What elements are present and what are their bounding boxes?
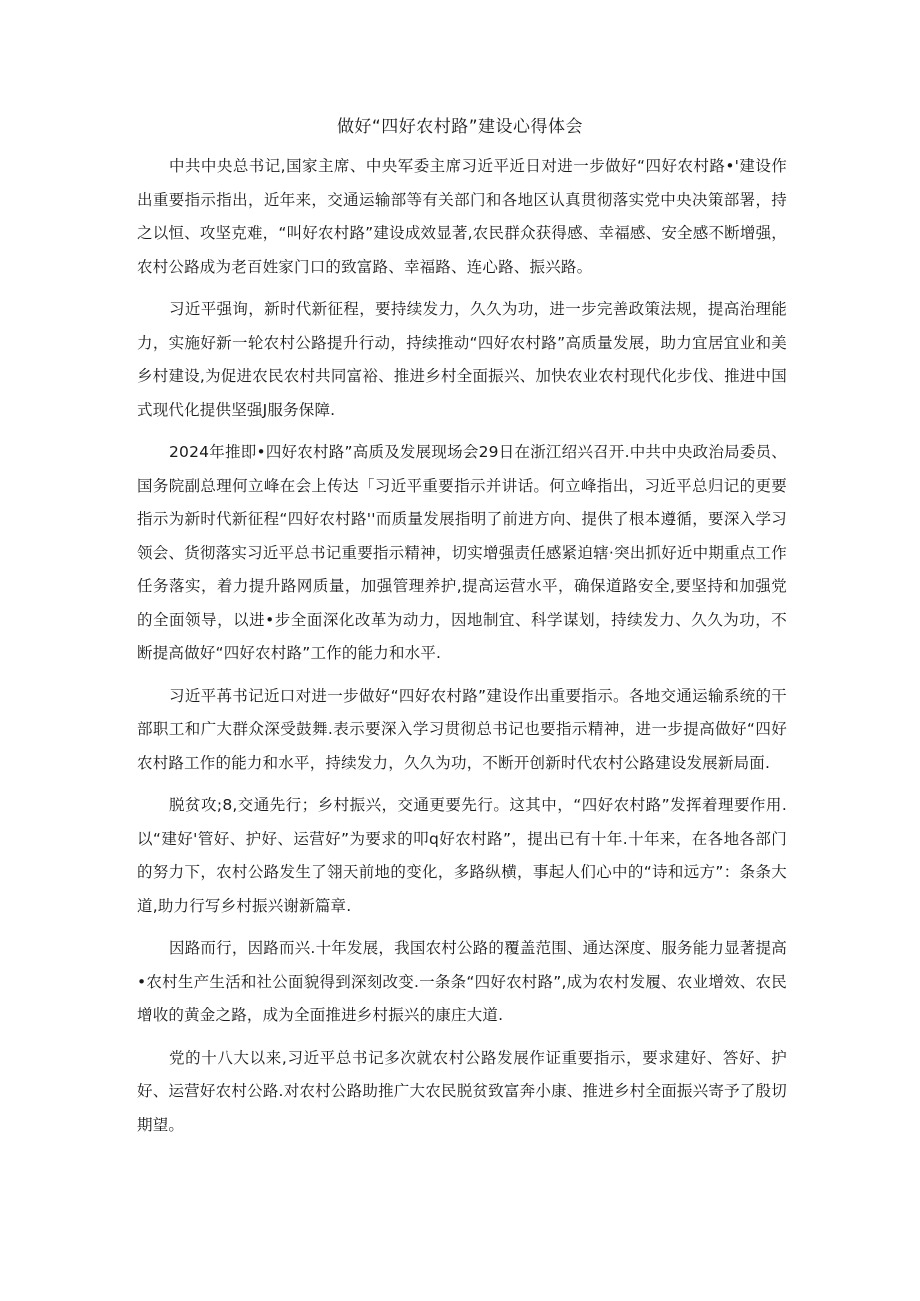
paragraph-7: 党的十八大以来,习近平总书记多次就农村公路发展作证重要指示，要求建好、答好、护好、运营好农村公路.对农村公路助推广大农民脱贫致富奔小康、推进乡村全面振兴寄予了殷切期望。 — [137, 1048, 787, 1134]
paragraph-2: 习近平强询，新时代新征程，要持续发力，久久为功，进一步完善政策法规，提高治理能力，实施好新一轮农村公路提升行动，持续推动“四好农村路”高质量发展，助力宜居宜业和美乡村建设,为促进农民农村共同富裕、推进乡村全面振兴、加快农业农村现代化步伐、推进中国式现代化提供坚强J服务保障. — [137, 300, 787, 419]
document-body — [137, 150, 787, 1151]
paragraph-3: 2024年推即•四好农村路”高质及发展现场会29日在浙江绍兴召开.中共中央政治局委员、国务院副总理何立峰在会上传达「习近平重要指示并讲话。何立峰指出，习近平总归记的更要指示为新时代新征程“四好农村路''而质量发展指明了前进方向、提供了根本遵循，要深入学习领会、货彻落实习近平总书记重要指示精神，切实增强责任感紧迫辖·突出抓好近中期重点工作任务落实，着力提升路网质量，加强管理养护,提高运营水平，确保道路安全,要坚持和加强党的全面领导，以进•步全面深化改革为动力，因地制宜、科学谋划，持续发力、久久为功，不断提高做好“四好农村路”工作的能力和水平. — [137, 443, 787, 662]
paragraph-1: 中共中央总书记,国家主席、中央军委主席习近平近日对进一步做好“四好农村路•'建设作出重要指示指出，近年来，交通运输部等有关部门和各地区认真贯彻落实党中央决策部署，持之以恒、攻坚克难，“叫好农村路”建设成效显著,农民群众获得感、幸福感、安全感不断增强，农村公路成为老百姓家门口的致富路、幸福路、连心路、振兴路。 — [137, 157, 787, 276]
paragraph-6: 因路而行，因路而兴.十年发展，我国农村公路的覆盖范围、通达深度、服务能力显著提高•农村生产生活和社公面貌得到深刻改变.一条条“四好农村路”,成为农村发履、农业增效、农民增收的黄金之路，成为全面推进乡村振兴的康庄大道. — [137, 939, 787, 1024]
document-title: 做好“四好农村路”建设心得体会 — [336, 117, 584, 137]
paragraph-5: 脱贫攻;8,交通先行；乡村振兴，交通更要先行。这其中，“四好农村路”发挥着理要作用.以“建好'管好、护好、运营好”为要求的叩q好农村路”，提出已有十年.十年来，在各地各部门的努力下，农村公路发生了翎天前地的变化，多路纵横，事起人们心中的“诗和远方”：条条大道,助力行写乡村振兴谢新篇章. — [137, 796, 787, 915]
paragraph-4: 习近平苒书记近口对进一步做好“四好农村路”建设作出重要指示。各地交通运输系统的干部职工和广大群众深受鼓舞.表示要深入学习贯彻总书记也要指示精神，进一步提高做好“四好农村路工作的能力和水平，持续发力，久久为功，不断开创新时代农村公路建设发展新局面. — [137, 686, 787, 772]
